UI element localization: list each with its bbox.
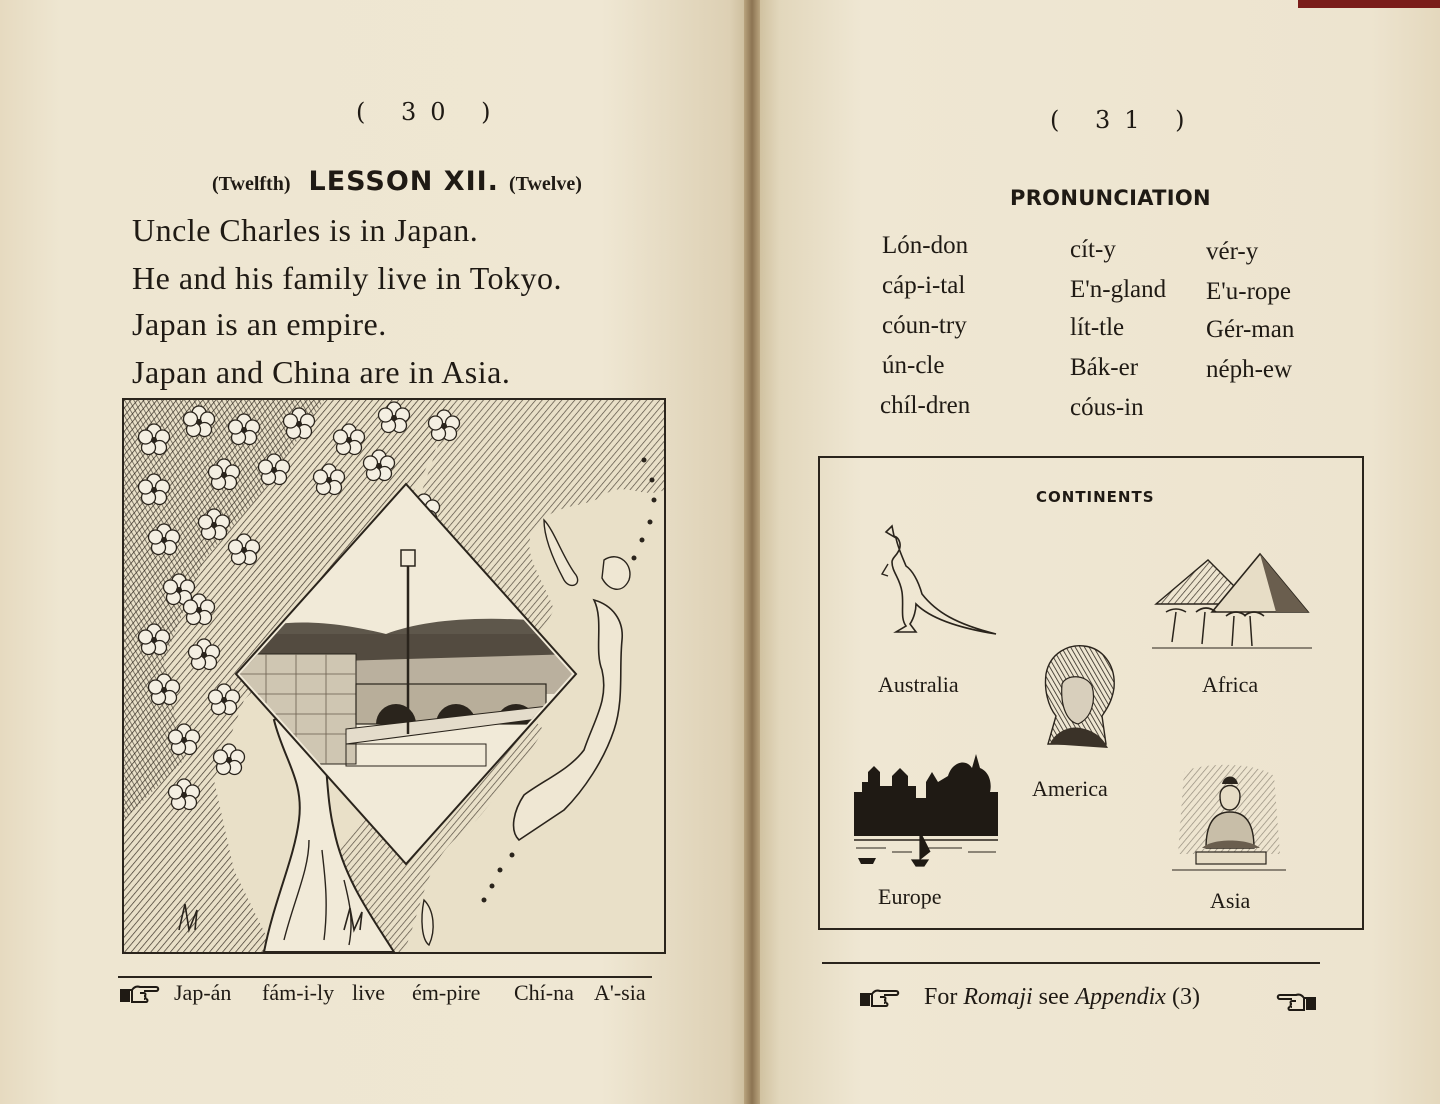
pronunciation-word: cóun-try xyxy=(882,312,967,339)
footer-rule-right xyxy=(822,962,1320,964)
pronunciation-title: PRONUNCIATION xyxy=(1010,186,1211,210)
footer-see: see xyxy=(1038,984,1070,1010)
pronunciation-word: Gér-man xyxy=(1206,316,1295,343)
pronunciation-word: Bák-er xyxy=(1070,354,1139,381)
romaji-reference xyxy=(924,984,1200,1011)
book-gutter xyxy=(744,0,760,1104)
pronunciation-word: ún-cle xyxy=(882,352,945,379)
pronunciation-word: chíl-dren xyxy=(880,392,971,419)
japan-illustration-svg xyxy=(124,400,664,952)
book-cover-edge xyxy=(1298,0,1440,8)
lesson-suffix: (Twelve) xyxy=(508,173,582,195)
footer-word: Jap-án xyxy=(174,980,232,1005)
page-number-right: ( 31 ) xyxy=(1050,106,1199,134)
footer-romaji: Romaji xyxy=(963,984,1033,1010)
continent-label-australia: Australia xyxy=(878,672,959,697)
continent-label-africa: Africa xyxy=(1202,672,1259,697)
continents-title: CONTINENTS xyxy=(1036,488,1155,506)
footer-word: A'-sia xyxy=(594,980,646,1005)
kangaroo-icon xyxy=(876,524,1000,644)
pyramids-icon xyxy=(1152,552,1312,652)
city-skyline-icon xyxy=(852,752,1000,870)
pronunciation-word: cóus-in xyxy=(1070,394,1144,421)
lesson-prefix: (Twelfth) xyxy=(212,173,291,195)
continent-label-asia: Asia xyxy=(1210,888,1251,913)
footer-appendix: Appendix xyxy=(1075,984,1166,1010)
pointing-hand-icon xyxy=(1276,992,1318,1014)
pronunciation-word: lít-tle xyxy=(1070,314,1125,341)
japan-illustration xyxy=(122,398,666,954)
pronunciation-word: E'n-gland xyxy=(1070,276,1167,303)
reading-line: Japan is an empire. xyxy=(132,306,387,342)
pronunciation-word: cáp-i-tal xyxy=(882,272,966,299)
pronunciation-word: E'u-rope xyxy=(1206,278,1292,305)
pronunciation-word: néph-ew xyxy=(1206,356,1293,383)
footer-word: ém-pire xyxy=(412,980,481,1005)
reading-line: Uncle Charles is in Japan. xyxy=(132,212,479,248)
reading-line: He and his family live in Tokyo. xyxy=(132,260,562,296)
footer-prefix: For xyxy=(924,984,958,1010)
footer-word: live xyxy=(352,980,385,1005)
pronunciation-word: Lón-don xyxy=(882,232,969,259)
pointing-hand-icon xyxy=(118,984,160,1006)
chief-portrait-icon xyxy=(1036,644,1122,752)
footer-word: Chí-na xyxy=(514,980,574,1005)
footer-ref: (3) xyxy=(1171,984,1200,1010)
reading-line: Japan and China are in Asia. xyxy=(132,354,511,390)
pronunciation-word: cít-y xyxy=(1070,236,1116,263)
lesson-heading xyxy=(212,166,652,197)
footer-rule-left xyxy=(118,976,652,978)
pointing-hand-icon xyxy=(858,988,900,1010)
buddha-statue-icon xyxy=(1172,762,1286,874)
footer-word: fám-i-ly xyxy=(262,980,335,1005)
continent-label-america: America xyxy=(1032,776,1108,801)
continent-label-europe: Europe xyxy=(878,884,942,909)
pronunciation-word: vér-y xyxy=(1206,238,1259,265)
lesson-title: LESSON XII. xyxy=(308,166,499,197)
page-number-left: ( 30 ) xyxy=(356,98,505,126)
